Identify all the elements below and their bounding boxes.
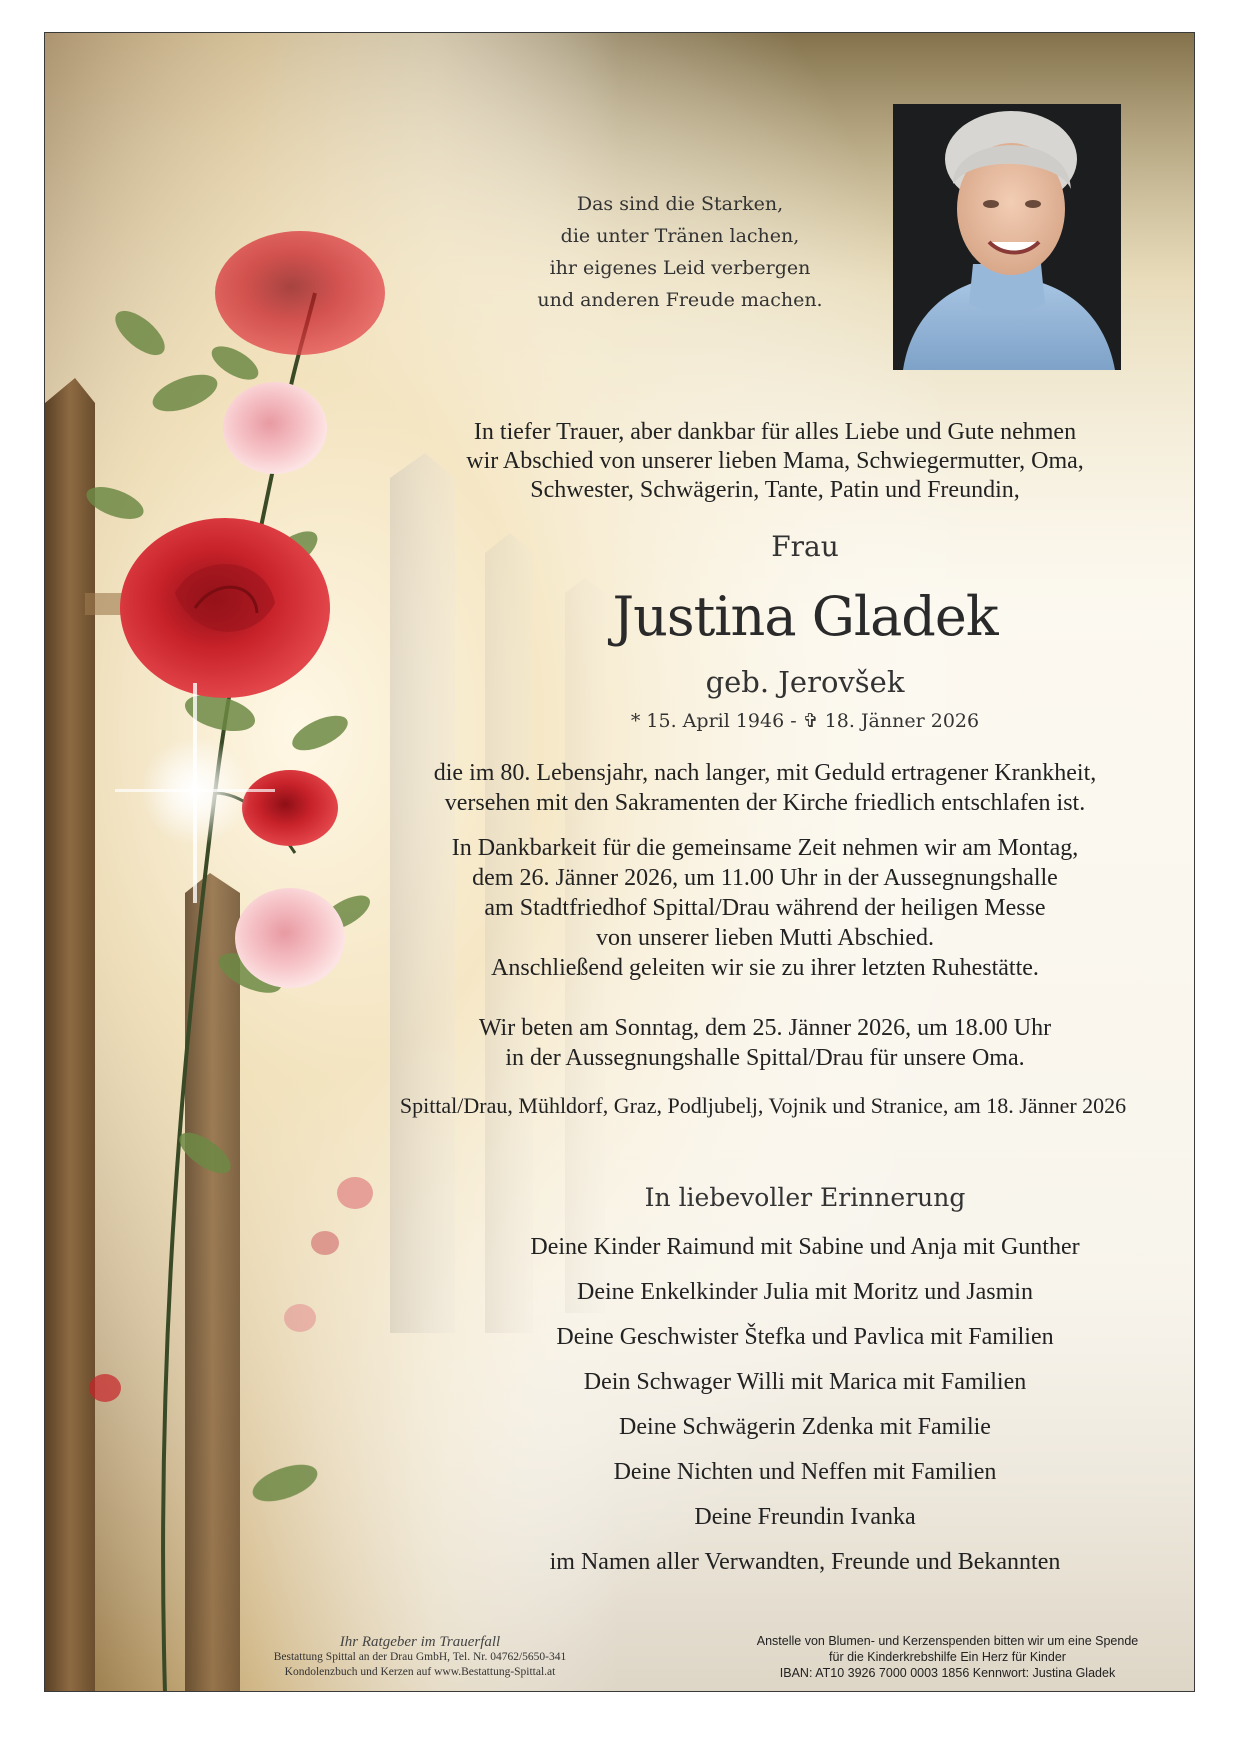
paragraph-line: Wir beten am Sonntag, dem 25. Jänner 2026, um 18.00 Uhr	[478, 1015, 1052, 1041]
donation-iban: IBAN: AT10 3926 7000 0003 1856 Kennwort: Justina Gladek	[779, 1666, 1116, 1680]
funeral-home-footer	[225, 1635, 615, 1680]
mourner-line: Dein Schwager Willi mit Marica mit Familien	[583, 1369, 1027, 1395]
paragraph-line: versehen mit den Sakramenten der Kirche friedlich entschlafen ist.	[444, 790, 1086, 816]
mourner-line: im Namen aller Verwandten, Freunde und Bekannten	[549, 1549, 1061, 1575]
paragraph-line: in der Aussegnungshalle Spittal/Drau für unsere Oma.	[505, 1045, 1025, 1071]
maiden-name: geb. Jerovšek	[705, 665, 905, 699]
memory-title: In liebevoller Erinnerung	[644, 1183, 966, 1212]
poem-line: ihr eigenes Leid verbergen	[549, 257, 811, 279]
passing-paragraph	[365, 758, 1165, 818]
birth-date: * 15. April 1946 -	[630, 710, 797, 732]
deceased-name: Justina Gladek	[612, 585, 998, 648]
portrait-image	[893, 104, 1121, 370]
funeral-home-contact: Bestattung Spittal an der Drau GmbH, Tel. Nr. 04762/5650-341	[273, 1651, 567, 1663]
intro-text	[395, 418, 1155, 505]
mourner-line: Deine Nichten und Neffen mit Familien	[613, 1459, 997, 1485]
poem-line: und anderen Freude machen.	[537, 289, 823, 311]
poem-line: die unter Tränen lachen,	[560, 225, 800, 247]
salutation: Frau	[771, 530, 839, 563]
donation-line: Anstelle von Blumen- und Kerzenspenden bitten wir um eine Spende	[756, 1634, 1139, 1648]
mourner-line: Deine Schwägerin Zdenka mit Familie	[619, 1414, 991, 1440]
poem	[425, 188, 935, 316]
portrait-photo	[893, 104, 1121, 370]
paragraph-line: von unserer lieben Mutti Abschied.	[596, 925, 934, 951]
paragraph-line: dem 26. Jänner 2026, um 11.00 Uhr in der Aussegnungshalle	[472, 865, 1058, 891]
paragraph-line: In Dankbarkeit für die gemeinsame Zeit nehmen wir am Montag,	[451, 835, 1079, 861]
obituary-card	[44, 32, 1195, 1692]
paragraph-line: Anschließend geleiten wir sie zu ihrer letzten Ruhestätte.	[491, 955, 1039, 981]
cross-icon: ✞	[802, 710, 819, 732]
donation-line: für die Kinderkrebshilfe Ein Herz für Kinder	[829, 1650, 1066, 1664]
donation-notice	[725, 1633, 1170, 1681]
mourner-line: Deine Freundin Ivanka	[694, 1504, 916, 1530]
mourner-line: Deine Geschwister Štefka und Pavlica mit Familien	[556, 1324, 1054, 1350]
place-and-date: Spittal/Drau, Mühldorf, Graz, Podljubelj, Vojnik und Stranice, am 18. Jänner 2026	[399, 1093, 1127, 1118]
prayer-paragraph	[365, 1013, 1165, 1073]
mourner-line: Deine Kinder Raimund mit Sabine und Anja mit Gunther	[530, 1234, 1080, 1260]
paragraph-line: die im 80. Lebensjahr, nach langer, mit Geduld ertragener Krankheit,	[433, 760, 1097, 786]
mourners-list	[425, 1225, 1185, 1585]
mourner-line: Deine Enkelkinder Julia mit Moritz und Jasmin	[577, 1279, 1033, 1305]
poem-line: Das sind die Starken,	[576, 193, 784, 215]
funeral-paragraph	[365, 833, 1165, 983]
intro-line: In tiefer Trauer, aber dankbar für alles Liebe und Gute nehmen	[473, 419, 1077, 445]
funeral-home-slogan: Ihr Ratgeber im Trauerfall	[339, 1634, 501, 1650]
paragraph-line: am Stadtfriedhof Spittal/Drau während der heiligen Messe	[484, 895, 1046, 921]
condolence-link: Kondolenzbuch und Kerzen auf www.Bestattung-Spittal.at	[284, 1666, 556, 1678]
intro-line: Schwester, Schwägerin, Tante, Patin und Freundin,	[530, 477, 1020, 503]
intro-line: wir Abschied von unserer lieben Mama, Schwiegermutter, Oma,	[466, 448, 1084, 474]
death-date: 18. Jänner 2026	[824, 710, 980, 732]
life-dates	[495, 710, 1115, 732]
